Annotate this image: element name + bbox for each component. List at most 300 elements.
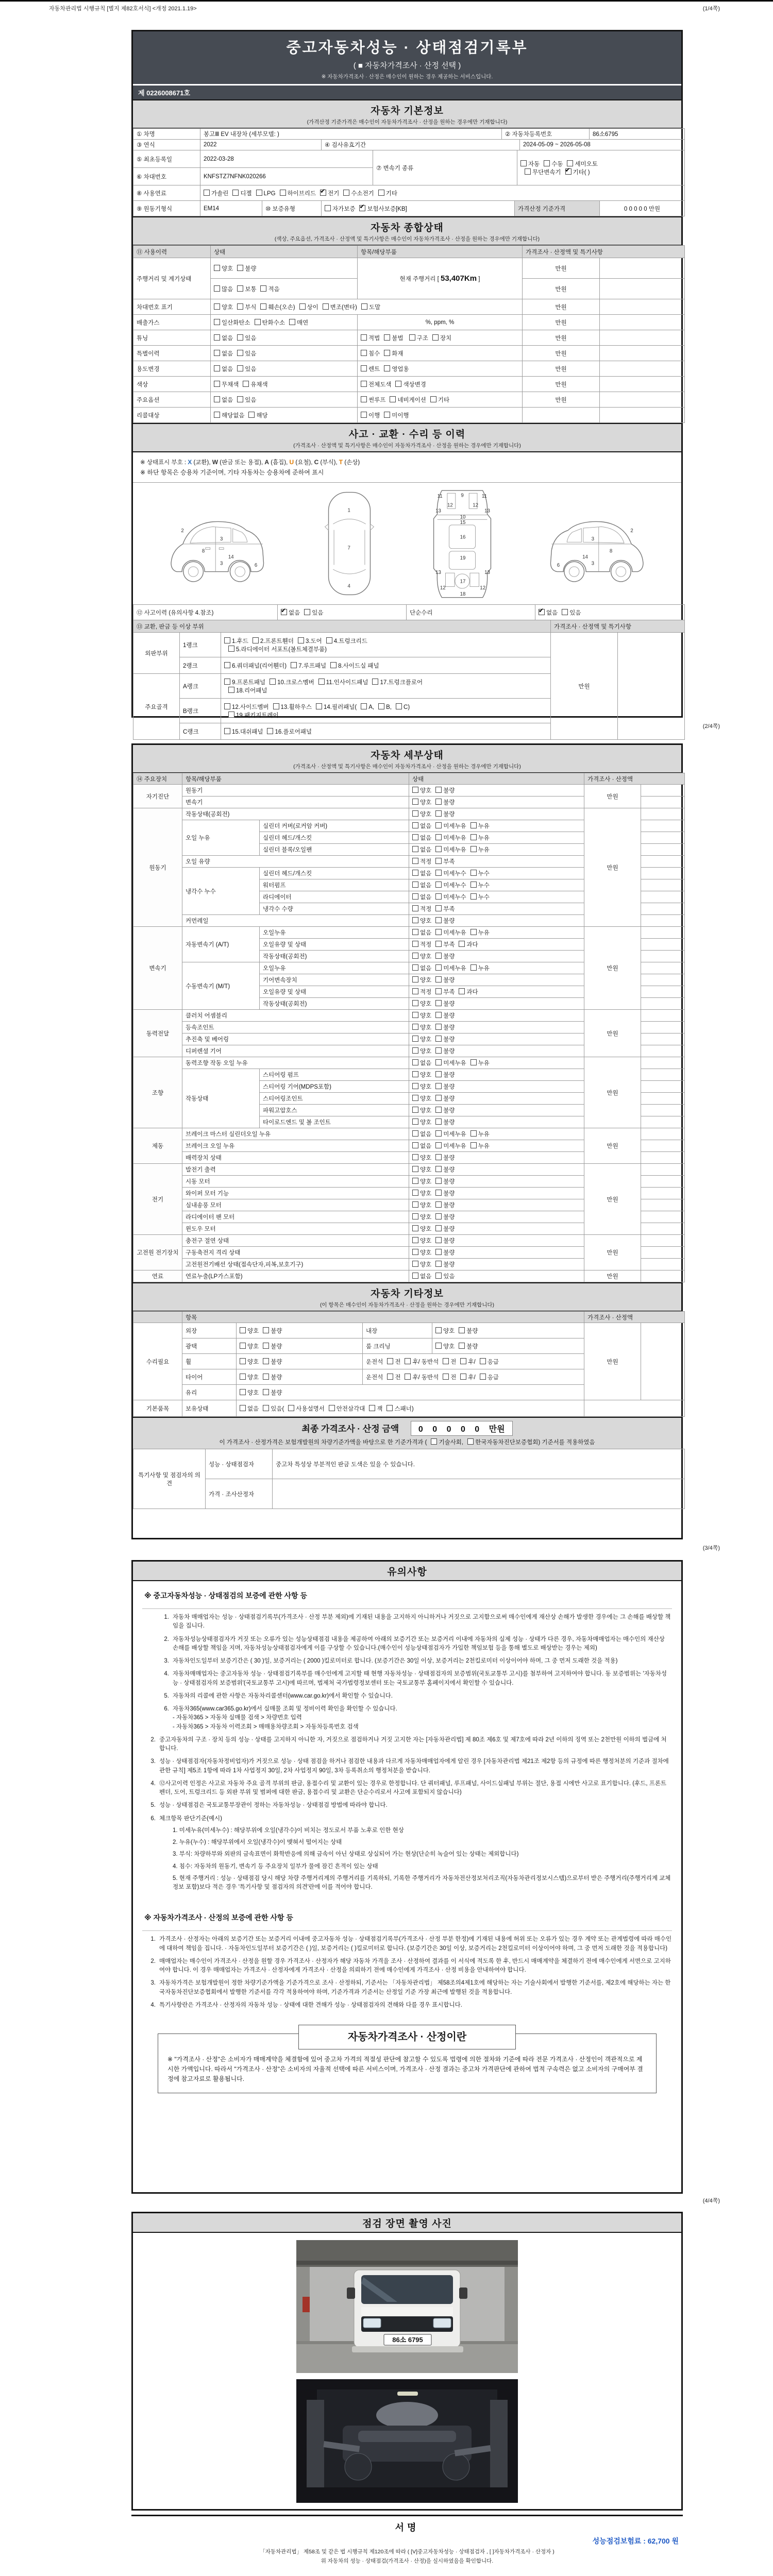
section-accident-history [133,423,681,452]
checkbox-unchecked[interactable] [291,662,297,668]
checkbox-label: 불량 [466,1343,478,1350]
checkbox-unchecked[interactable] [412,1142,418,1148]
checkbox-unchecked[interactable] [460,1374,466,1380]
row-label: 색상 [133,377,211,392]
checkbox-unchecked[interactable] [435,1261,442,1267]
checkbox-label: 없음 [222,350,233,357]
inline-text: ) [408,704,410,710]
checkbox-unchecked[interactable] [470,822,477,828]
vehicle-name-value: 봉고Ⅲ EV 내장차 (세부모델: ) [200,129,502,140]
checkbox-unchecked[interactable] [435,1012,442,1018]
checkbox-unchecked[interactable] [387,1374,393,1380]
checkbox-label: 양호 [420,1226,432,1232]
first-registration-value: 2022-03-28 [200,150,373,168]
checkbox-label: 불량 [271,1343,282,1350]
checkbox-unchecked[interactable] [470,834,477,840]
note-cell [641,1323,685,1400]
checkbox-unchecked[interactable] [412,1201,418,1208]
checkbox-unchecked[interactable] [243,381,249,387]
checkbox-unchecked[interactable] [240,1405,246,1411]
checkbox-label: 누유 [478,1143,490,1149]
checkbox-checked[interactable] [320,190,326,196]
note-cell [600,299,685,315]
checkbox-unchecked[interactable] [412,905,418,911]
checkbox-unchecked[interactable] [378,190,384,196]
checkbox-unchecked[interactable] [214,334,220,341]
checkbox-unchecked[interactable] [435,882,442,888]
checkbox-unchecked[interactable] [263,1374,269,1380]
checkbox-unchecked[interactable] [361,303,367,310]
checkbox-unchecked[interactable] [214,396,220,402]
checkbox-checked[interactable] [565,168,572,175]
checkbox-unchecked[interactable] [395,381,401,387]
checkbox-unchecked[interactable] [435,834,442,840]
checkbox-unchecked[interactable] [228,711,234,718]
device-group-label: 원동기 [133,808,182,927]
amount-cell: 만원 [523,299,600,315]
checkbox-label: 불량 [443,1025,455,1031]
checkbox-unchecked[interactable] [412,1059,418,1065]
checkbox-unchecked[interactable] [260,303,266,310]
checkbox-unchecked[interactable] [361,412,367,418]
checkbox-unchecked[interactable] [405,1358,411,1364]
checkbox-unchecked[interactable] [435,1107,442,1113]
checkbox-checked[interactable] [539,609,545,615]
detail-row [133,1270,685,1282]
final-price-unit: 만원 [489,1425,505,1434]
checkbox-unchecked[interactable] [361,381,367,387]
item-label: 오일 누유 [182,820,260,856]
checkbox-unchecked[interactable] [214,350,220,356]
checkbox-unchecked[interactable] [412,1083,418,1089]
diagram-label: 12 [447,502,453,509]
checkbox-unchecked[interactable] [384,334,390,341]
checkbox-unchecked[interactable] [435,941,442,947]
checkbox-unchecked[interactable] [520,160,527,166]
checkbox-unchecked[interactable] [435,1201,442,1208]
checkbox-unchecked[interactable] [412,858,418,864]
checkbox-unchecked[interactable] [263,1327,269,1333]
checkbox-label: 자가보증 [332,206,356,212]
checkbox-unchecked[interactable] [412,787,418,793]
checkbox-unchecked[interactable] [214,381,220,387]
checkbox-unchecked[interactable] [435,953,442,959]
sub-item-label: 냉각수 수량 [260,903,409,915]
checkbox-unchecked[interactable] [343,190,349,196]
warranty-type-checks [322,201,515,216]
checkbox-label: 일산화탄소 [222,319,250,326]
checkbox-unchecked[interactable] [435,1118,442,1125]
checkbox-unchecked[interactable] [412,953,418,959]
checkbox-unchecked[interactable] [470,870,477,876]
checkbox-unchecked[interactable] [323,303,329,310]
checkbox-label: 네비게이션 [397,397,426,403]
note-cell [641,844,685,856]
checkbox-unchecked[interactable] [412,846,418,852]
checkbox-unchecked[interactable] [435,870,442,876]
checkbox-unchecked[interactable] [470,846,477,852]
row-label: 보유상태 [182,1400,237,1417]
note-cell [641,1176,685,1188]
checkbox-unchecked[interactable] [443,1358,449,1364]
notice-subitem: 3. 부식: 차량하부와 외판의 금속표면이 화학반응에 의해 금속이 아닌 상태로 상실되어 가는 현상(단순히 녹슬어 있는 상태는 제외합니다) [173,1851,519,1858]
checkbox-unchecked[interactable] [412,1237,418,1243]
checkbox-unchecked[interactable] [214,365,220,371]
checkbox-label: 양호 [420,1013,432,1019]
diagram-label: 8 [610,548,613,554]
checkbox-label: 미세누유 [443,847,466,853]
checkbox-unchecked[interactable] [435,1024,442,1030]
checkbox-unchecked[interactable] [480,1358,486,1364]
checkbox-unchecked[interactable] [435,1036,442,1042]
checkbox-unchecked[interactable] [390,396,396,402]
amount-cell: 만원 [584,1128,641,1164]
checkbox-unchecked[interactable] [409,334,415,341]
checkbox-unchecked[interactable] [435,1071,442,1077]
checkbox-unchecked[interactable] [435,1343,442,1349]
checkbox-unchecked[interactable] [412,1012,418,1018]
checkbox-unchecked[interactable] [435,1327,442,1333]
checkbox-label: 불량 [443,1013,455,1019]
fuel-type-checks [200,185,685,201]
section-subtitle: (가격산정 기준가격은 매수인이 자동차가격조사 · 산정을 원하는 경우에만 기재합니다) [307,119,508,125]
diagram-label: 3 [220,561,223,567]
checkbox-unchecked[interactable] [214,303,220,310]
checkbox-unchecked[interactable] [435,846,442,852]
checkbox-unchecked[interactable] [405,1374,411,1380]
checkbox-unchecked[interactable] [435,893,442,900]
checkbox-unchecked[interactable] [435,1237,442,1243]
checkbox-unchecked[interactable] [435,1047,442,1054]
checkbox-unchecked[interactable] [470,1130,477,1137]
checkbox-unchecked[interactable] [435,1166,442,1172]
checkbox-unchecked[interactable] [412,1047,418,1054]
checkbox-unchecked[interactable] [386,1405,393,1411]
status-checks [409,820,584,832]
checkbox-unchecked[interactable] [263,1389,269,1395]
checkbox-unchecked[interactable] [412,1190,418,1196]
tuning-checks [211,330,358,346]
checkbox-unchecked[interactable] [378,703,384,709]
status-checks [409,1270,584,1282]
checkbox-unchecked[interactable] [435,1249,442,1255]
checkbox-unchecked[interactable] [525,168,531,175]
section-title: 사고 · 교환 · 수리 등 이력 [348,429,466,440]
item-label: 커먼레일 [182,915,409,927]
checkbox-unchecked[interactable] [237,285,243,292]
item-label: 변속기 [182,796,409,808]
checkbox-unchecked[interactable] [435,799,442,805]
checkbox-label: 불량 [443,1001,455,1007]
checkbox-unchecked[interactable] [470,1059,477,1065]
checkbox-unchecked[interactable] [412,929,418,935]
checkbox-label: 누수 [478,871,490,877]
group-label: 주요골격 [133,674,180,740]
checkbox-unchecked[interactable] [412,1261,418,1267]
inline-text: [KB] [395,206,407,212]
checkbox-unchecked[interactable] [298,637,304,643]
checkbox-unchecked[interactable] [443,1374,449,1380]
checkbox-unchecked[interactable] [435,1190,442,1196]
section-title: 자동차 기본정보 [371,106,444,116]
checkbox-unchecked[interactable] [412,822,418,828]
sub-item-label: 오일누유 [260,962,409,974]
checkbox-unchecked[interactable] [256,190,262,196]
checkbox-unchecked[interactable] [435,1142,442,1148]
diagram-label: 14 [582,554,589,561]
checkbox-label: 안전삼각대 [336,1405,365,1412]
checkbox-unchecked[interactable] [224,703,230,709]
checkbox-unchecked[interactable] [325,205,331,211]
checkbox-unchecked[interactable] [412,964,418,971]
checkbox-unchecked[interactable] [412,1225,418,1231]
checkbox-unchecked[interactable] [204,190,210,196]
sub-item-label: 작동상태(공회전) [260,998,409,1010]
checkbox-unchecked[interactable] [459,988,465,994]
checkbox-unchecked[interactable] [384,350,390,356]
checkbox-label: 2.프론트휀더 [260,638,294,645]
checkbox-unchecked[interactable] [228,646,234,652]
checkbox-unchecked[interactable] [435,1083,442,1089]
checkbox-unchecked[interactable] [412,1000,418,1006]
checkbox-label: 없음 [222,397,233,403]
checkbox-unchecked[interactable] [435,1213,442,1219]
checkbox-unchecked[interactable] [289,319,295,325]
checkbox-unchecked[interactable] [224,662,230,668]
checkbox-unchecked[interactable] [435,858,442,864]
note-cell [641,951,685,962]
checkbox-unchecked[interactable] [412,988,418,994]
checkbox-unchecked[interactable] [387,1358,393,1364]
checkbox-unchecked[interactable] [214,285,220,292]
checkbox-unchecked[interactable] [412,810,418,817]
checkbox-unchecked[interactable] [435,917,442,923]
checkbox-label: 사용설명서 [296,1405,325,1412]
checkbox-unchecked[interactable] [412,917,418,923]
notice-number: 2. [150,1958,156,1964]
checkbox-unchecked[interactable] [412,1154,418,1160]
diagram-label: 4 [347,583,351,589]
checkbox-unchecked[interactable] [214,265,220,271]
checkbox-unchecked[interactable] [567,160,573,166]
checkbox-unchecked[interactable] [435,810,442,817]
checkbox-unchecked[interactable] [412,1036,418,1042]
checkbox-label: 양호 [420,918,432,924]
checkbox-unchecked[interactable] [435,787,442,793]
note-cell [641,1247,685,1259]
checkbox-unchecked[interactable] [361,350,367,356]
sub-item-label: 오일유량 및 상태 [260,986,409,998]
checkbox-unchecked[interactable] [384,365,390,371]
checkbox-unchecked[interactable] [372,679,378,685]
checkbox-unchecked[interactable] [544,160,550,166]
note-cell [641,927,685,939]
checkbox-unchecked[interactable] [224,637,230,643]
checkbox-unchecked[interactable] [263,1405,269,1411]
checkbox-unchecked[interactable] [224,679,230,685]
amount-cell: 만원 [523,330,600,346]
checkbox-unchecked[interactable] [412,1249,418,1255]
checkbox-unchecked[interactable] [459,1327,465,1333]
checkbox-unchecked[interactable] [240,1358,246,1364]
emission-values: %, ppm, % [358,315,523,330]
notice-text: 자동차매매업자는 중고자동차 성능 · 상태점검기록부를 매수인에게 고지할 때 현행 자동차성능 · 상태점검자의 보증범위(국토교통부 고시)를 첨부하여 고지하여야 합니다. 동 보증범위는 '자동차성능 · 상태점검자의 보증범위'(국토교통부 고시)에 따르며, 법제처 국가법령정보센터 또는 국토교통부 홈페이지에서 확인할 수 있습니다. [173,1671,667,1686]
checkbox-unchecked[interactable] [460,1358,466,1364]
checkbox-unchecked[interactable] [299,303,306,310]
checkbox-unchecked[interactable] [228,687,234,693]
checkbox-unchecked[interactable] [361,396,367,402]
checkbox-unchecked[interactable] [431,1438,437,1445]
item-label: 디퍼렌셜 기어 [182,1045,409,1057]
checkbox-unchecked[interactable] [470,929,477,935]
amount-cell: 만원 [584,1323,641,1400]
checkbox-unchecked[interactable] [214,412,220,418]
page-marker-4: (4/4쪽) [702,2198,720,2204]
checkbox-unchecked[interactable] [260,285,266,292]
checkbox-unchecked[interactable] [240,1327,246,1333]
inline-text: (교환), [192,460,212,466]
checkbox-unchecked[interactable] [255,319,261,325]
checkbox-unchecked[interactable] [412,1178,418,1184]
checkbox-unchecked[interactable] [412,1213,418,1219]
checkbox-unchecked[interactable] [412,1071,418,1077]
checkbox-unchecked[interactable] [273,703,279,709]
checkbox-unchecked[interactable] [467,1438,474,1445]
checkbox-unchecked[interactable] [237,365,243,371]
checkbox-unchecked[interactable] [430,396,436,402]
checkbox-unchecked[interactable] [412,882,418,888]
checkbox-unchecked[interactable] [369,1405,375,1411]
col-header: 가격조사 · 산정액 및 특기사항 [523,246,685,258]
inspection-insurance-fee: 성능점검보험료 : 62,700 원 [592,2537,679,2545]
diagram-label: 8 [201,548,205,554]
checkbox-unchecked[interactable] [237,265,243,271]
opinion-table [133,1449,685,1509]
simple-repair-checks [535,605,685,620]
status-checks [409,1235,584,1247]
checkbox-label: 14.필러패널 [323,704,355,710]
checkbox-unchecked[interactable] [214,319,220,325]
checkbox-unchecked[interactable] [329,1405,335,1411]
checkbox-checked[interactable] [281,609,287,615]
checkbox-unchecked[interactable] [280,190,286,196]
checkbox-unchecked[interactable] [237,303,243,310]
checkbox-unchecked[interactable] [240,1374,246,1380]
checkbox-unchecked[interactable] [288,1405,294,1411]
checkbox-unchecked[interactable] [412,1107,418,1113]
checkbox-unchecked[interactable] [412,1024,418,1030]
checkbox-unchecked[interactable] [412,976,418,982]
checkbox-label: 응급 [487,1359,499,1365]
checkbox-unchecked[interactable] [435,1095,442,1101]
checkbox-unchecked[interactable] [435,929,442,935]
checkbox-unchecked[interactable] [253,637,259,643]
checkbox-unchecked[interactable] [412,1130,418,1137]
checkbox-unchecked[interactable] [480,1374,486,1380]
checkbox-unchecked[interactable] [412,1166,418,1172]
checkbox-unchecked[interactable] [412,834,418,840]
checkbox-unchecked[interactable] [237,396,243,402]
checkbox-unchecked[interactable] [435,1273,442,1279]
checkbox-unchecked[interactable] [412,1118,418,1125]
checkbox-unchecked[interactable] [470,964,477,971]
checkbox-unchecked[interactable] [435,1000,442,1006]
checkbox-unchecked[interactable] [470,882,477,888]
checkbox-unchecked[interactable] [396,703,402,709]
checkbox-unchecked[interactable] [435,1178,442,1184]
checkbox-unchecked[interactable] [326,637,332,643]
checkbox-unchecked[interactable] [237,334,243,341]
checkbox-unchecked[interactable] [240,1389,246,1395]
checkbox-unchecked[interactable] [361,365,367,371]
checkbox-unchecked[interactable] [459,941,465,947]
checkbox-unchecked[interactable] [435,1154,442,1160]
status-checks [409,939,584,951]
checkbox-unchecked[interactable] [318,679,325,685]
checkbox-unchecked[interactable] [435,822,442,828]
checkbox-label: 불량 [443,1108,455,1114]
checkbox-unchecked[interactable] [304,609,310,615]
checkbox-unchecked[interactable] [435,988,442,994]
checkbox-unchecked[interactable] [316,703,322,709]
section-title: 자동차 종합상태 [371,223,444,233]
checkbox-unchecked[interactable] [412,799,418,805]
checkbox-unchecked[interactable] [232,190,239,196]
block-page2 [131,743,683,1539]
detail-row [133,785,685,796]
checkbox-unchecked[interactable] [330,662,337,668]
checkbox-unchecked[interactable] [412,941,418,947]
checkbox-checked[interactable] [359,205,365,211]
diagram-label: 2 [181,528,184,534]
checkbox-unchecked[interactable] [412,1273,418,1279]
checkbox-unchecked[interactable] [248,412,255,418]
diagram-label: 12 [472,502,478,509]
checkbox-unchecked[interactable] [412,893,418,900]
checkbox-unchecked[interactable] [470,1142,477,1148]
checkbox-unchecked[interactable] [361,334,367,341]
checkbox-unchecked[interactable] [470,893,477,900]
checkbox-label: 많음 [222,286,233,293]
note-cell [641,1128,685,1140]
notice-number: 3. [164,1658,169,1664]
notice-item [156,1692,672,1701]
checkbox-label: 양호 [420,1250,432,1256]
checkbox-unchecked[interactable] [270,679,276,685]
checkbox-unchecked[interactable] [435,1059,442,1065]
checkbox-label: 미세누유 [443,930,466,936]
checkbox-unchecked[interactable] [361,703,367,709]
note-cell [641,808,685,820]
note-cell [641,939,685,951]
checkbox-unchecked[interactable] [384,412,390,418]
checkbox-unchecked[interactable] [435,976,442,982]
checkbox-unchecked[interactable] [435,964,442,971]
checkbox-unchecked[interactable] [412,1095,418,1101]
checkbox-unchecked[interactable] [263,1358,269,1364]
checkbox-label: 부족 [443,859,455,865]
checkbox-unchecked[interactable] [562,609,568,615]
checkbox-unchecked[interactable] [435,1225,442,1231]
checkbox-unchecked[interactable] [435,905,442,911]
checkbox-unchecked[interactable] [240,1343,246,1349]
checkbox-unchecked[interactable] [237,350,243,356]
checkbox-unchecked[interactable] [412,870,418,876]
checkbox-unchecked[interactable] [263,1343,269,1349]
checkbox-unchecked[interactable] [435,1130,442,1137]
checkbox-unchecked[interactable] [459,1343,465,1349]
checkbox-unchecked[interactable] [432,334,439,341]
